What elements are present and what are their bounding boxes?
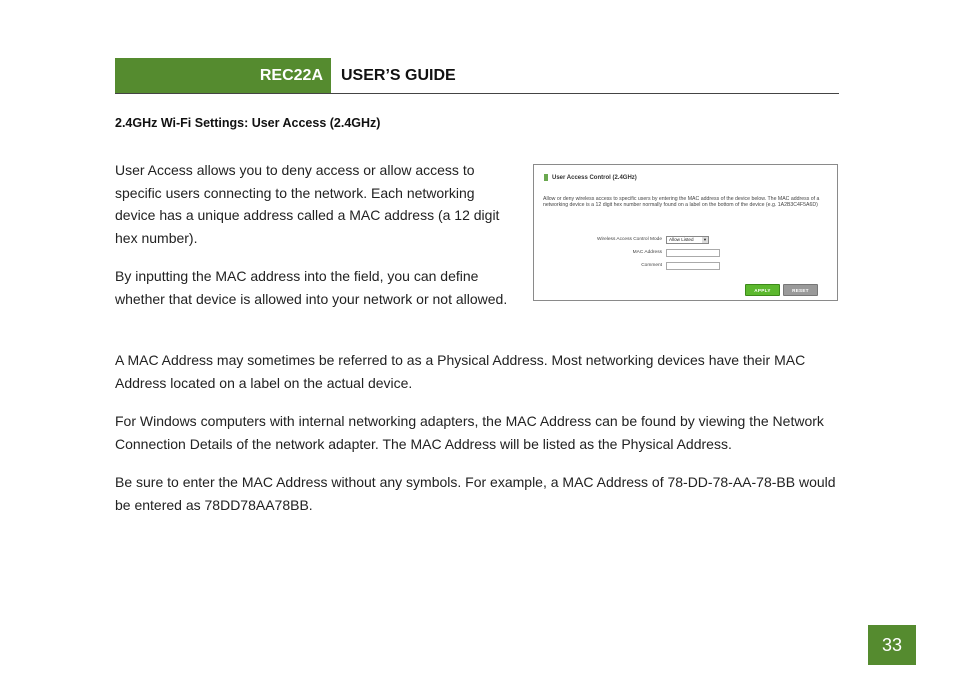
mac-row <box>534 248 839 257</box>
paragraph-symbols: Be sure to enter the MAC Address without any symbols. For example, a MAC Address of 78-DD-78-AA-78-BB would be entered as 78DD78AA78BB. <box>115 474 836 513</box>
comment-input[interactable] <box>666 262 720 270</box>
panel-title <box>544 174 637 181</box>
header-divider <box>115 93 839 94</box>
panel-title-text: User Access Control (2.4GHz) <box>552 174 637 181</box>
mode-label: Wireless Access Control Mode <box>596 237 662 242</box>
paragraph-define: By inputting the MAC address into the field, you can define whether that device is allowed into your network or not allowed. <box>115 268 508 307</box>
mode-row <box>534 235 839 244</box>
access-mode-value: Allow Listed <box>669 236 694 242</box>
mac-label: MAC Address <box>632 250 662 255</box>
guide-title: USER’S GUIDE <box>341 66 456 84</box>
apply-button[interactable]: APPLY <box>745 284 780 296</box>
access-mode-select[interactable] <box>666 236 709 244</box>
comment-row <box>534 261 839 270</box>
mac-address-input[interactable] <box>666 249 720 257</box>
user-access-control-screenshot <box>533 164 838 301</box>
section-heading: 2.4GHz Wi-Fi Settings: User Access (2.4GHz) <box>115 116 381 130</box>
product-name: REC22A <box>259 66 323 84</box>
header-product-band <box>115 58 331 93</box>
paragraph-intro: User Access allows you to deny access or allow access to specific users connecting to the network. Each networking device has a unique address called a MAC address (a 12 digit hex number). <box>115 162 500 246</box>
section-marker-icon <box>544 174 548 181</box>
reset-button[interactable]: RESET <box>783 284 818 296</box>
panel-description: Allow or deny wireless access to specific users by entering the MAC address of the device below. The MAC address of a networking device is a 12 digit hex number normally found on a label on the bottom of the device (e.g. 1A2B3C4F5A6D) <box>543 196 820 209</box>
comment-label: Comment <box>641 263 662 268</box>
page-number: 33 <box>868 625 916 665</box>
chevron-down-icon[interactable]: ▼ <box>703 236 707 242</box>
paragraph-windows: For Windows computers with internal networking adapters, the MAC Address can be found by viewing the Network Connection Details of the network adapter. The MAC Address will be listed as the Physical Address. <box>115 413 824 452</box>
paragraph-physical-address: A MAC Address may sometimes be referred to as a Physical Address. Most networking devices have their MAC Address located on a label on the actual device. <box>115 352 806 391</box>
